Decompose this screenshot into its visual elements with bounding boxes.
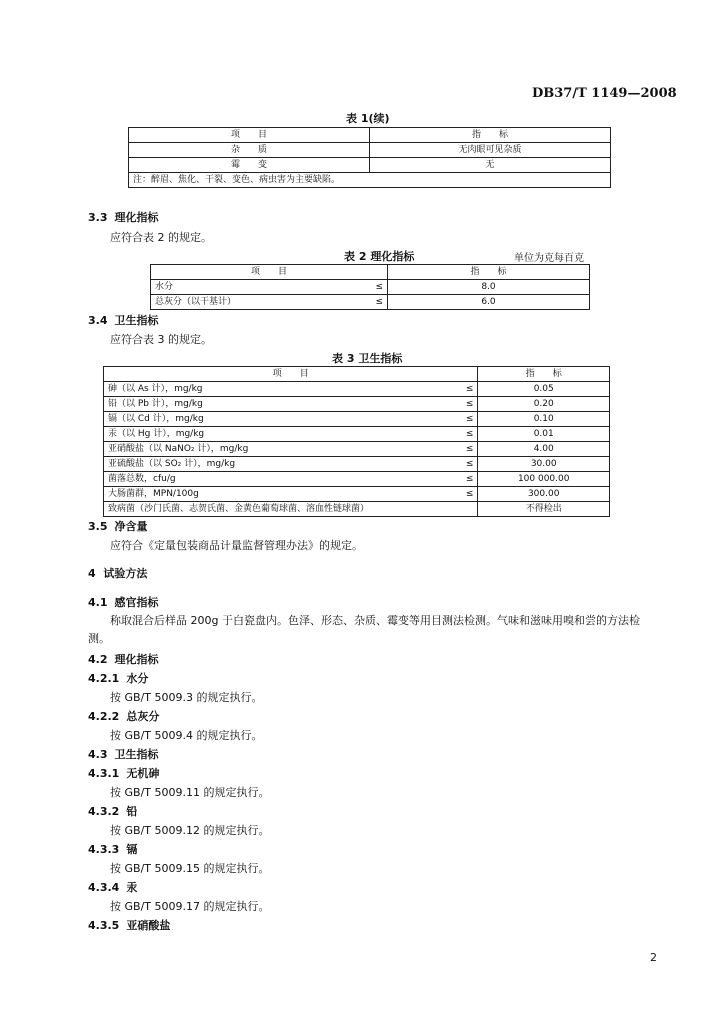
table-row: [104, 457, 610, 472]
section-text: 按 GB/T 5009.11 的规定执行。: [110, 786, 270, 799]
table-cell-operator: ≤: [438, 487, 478, 502]
table-cell: 菌落总数，cfu/g: [104, 472, 438, 487]
section-heading: [88, 209, 159, 225]
table-cell: 6.0: [388, 295, 590, 310]
table-cell: 无肉眼可见杂质: [370, 143, 611, 158]
table-header-cell: 项 目: [104, 367, 478, 382]
table-header-row: [151, 265, 590, 280]
table-cell-operator: ≤: [330, 295, 387, 310]
table-cell: 0.01: [478, 427, 610, 442]
table-row: [129, 158, 611, 173]
section-title: 理化指标: [114, 211, 159, 224]
standard-code: DB37/T 1149—2008: [532, 86, 677, 101]
table-cell-operator: ≤: [438, 442, 478, 457]
table3-caption: 表 3 卫生指标: [332, 352, 403, 365]
section-number: 4.3.5: [88, 919, 120, 932]
section-title: 试验方法: [103, 567, 148, 580]
table-header-cell: 项 目: [151, 265, 388, 280]
section-heading: [88, 746, 159, 762]
section-heading: [88, 765, 159, 781]
section-title: 总灰分: [126, 710, 160, 723]
section-title: 汞: [126, 881, 138, 894]
section-text: 按 GB/T 5009.12 的规定执行。: [110, 824, 270, 837]
section-number: 4.3.3: [88, 843, 120, 856]
section-number: 4.1: [88, 596, 108, 609]
table-cell: 水分: [151, 280, 331, 295]
table3: [103, 366, 610, 517]
table-cell: 8.0: [388, 280, 590, 295]
table-cell: 铅（以 Pb 计），mg/kg: [104, 397, 438, 412]
table-note-row: [129, 173, 611, 188]
table-header-cell: 指 标: [370, 128, 611, 143]
section-number: 4.3: [88, 748, 108, 761]
table-cell-operator: ≤: [438, 457, 478, 472]
section-number: 3.3: [88, 211, 108, 224]
section-title: 铅: [126, 805, 138, 818]
table-row: [129, 143, 611, 158]
section-text: 按 GB/T 5009.3 的规定执行。: [110, 691, 263, 704]
table-cell-operator: ≤: [438, 397, 478, 412]
table-cell: 300.00: [478, 487, 610, 502]
table-cell: 霉 变: [129, 158, 370, 173]
table-cell: 4.00: [478, 442, 610, 457]
section-heading: [88, 518, 148, 534]
table-cell: 致病菌（沙门氏菌、志贺氏菌、金黄色葡萄球菌、溶血性链球菌）: [104, 502, 438, 517]
table-row: [104, 487, 610, 502]
table1-caption: 表 1(续): [346, 112, 390, 125]
section-heading: [88, 312, 159, 328]
table-cell: 大肠菌群，MPN/100g: [104, 487, 438, 502]
table-cell: 无: [370, 158, 611, 173]
table-row: [104, 412, 610, 427]
table-row: [104, 442, 610, 457]
section-number: 4: [88, 567, 96, 580]
table-header-cell: 指 标: [388, 265, 590, 280]
section-title: 净含量: [114, 520, 148, 533]
table-cell: 汞（以 Hg 计），mg/kg: [104, 427, 438, 442]
section-text: 应符合表 3 的规定。: [110, 333, 212, 346]
table-cell: 亚硫酸盐（以 SO₂ 计），mg/kg: [104, 457, 438, 472]
section-text: 按 GB/T 5009.17 的规定执行。: [110, 900, 270, 913]
section-title: 亚硝酸盐: [126, 919, 171, 932]
section-title: 卫生指标: [114, 748, 159, 761]
table-cell: 0.05: [478, 382, 610, 397]
section-number: 3.4: [88, 314, 108, 327]
table-cell: 砷（以 As 计），mg/kg: [104, 382, 438, 397]
table-row: [151, 295, 590, 310]
table2-caption: 表 2 理化指标: [344, 250, 415, 263]
section-text: 按 GB/T 5009.15 的规定执行。: [110, 862, 270, 875]
section-heading: [88, 594, 159, 610]
section-number: 4.2.2: [88, 710, 120, 723]
table-header-cell: 项 目: [129, 128, 370, 143]
table-cell-operator: [438, 502, 478, 517]
section-title: 无机砷: [126, 767, 160, 780]
section-title: 感官指标: [114, 596, 159, 609]
table1: [128, 127, 611, 188]
section-number: 4.3.2: [88, 805, 120, 818]
section-text: 应符合表 2 的规定。: [110, 231, 212, 244]
table-cell: 不得检出: [478, 502, 610, 517]
section-heading: [88, 651, 159, 667]
table-row: [104, 397, 610, 412]
section-number: 4.2: [88, 653, 108, 666]
table2-unit: 单位为克每百克: [514, 253, 584, 264]
table-note: 注：醉眉、焦化、干裂、变色、病虫害为主要缺陷。: [129, 173, 611, 188]
table-row: [104, 472, 610, 487]
table-cell: 0.10: [478, 412, 610, 427]
table2: [150, 264, 590, 310]
section-heading: [88, 841, 137, 857]
table-header-row: [129, 128, 611, 143]
table-cell: 100 000.00: [478, 472, 610, 487]
table-cell-operator: ≤: [438, 382, 478, 397]
section-title: 水分: [126, 672, 149, 685]
table-cell: 亚硝酸盐（以 NaNO₂ 计），mg/kg: [104, 442, 438, 457]
table-row: [104, 427, 610, 442]
table-cell: 30.00: [478, 457, 610, 472]
table-cell: 镉（以 Cd 计），mg/kg: [104, 412, 438, 427]
table-cell-operator: ≤: [438, 472, 478, 487]
section-text: 按 GB/T 5009.4 的规定执行。: [110, 729, 263, 742]
section-paragraph: 称取混合后样品 200g 于白瓷盘内。色泽、形态、杂质、霉变等用目测法检测。气味和滋味用嗅和尝的方法检测。: [88, 614, 640, 645]
section-number: 4.3.1: [88, 767, 120, 780]
section-heading: [88, 708, 159, 724]
table-header-cell: 指 标: [478, 367, 610, 382]
table-header-row: [104, 367, 610, 382]
section-title: 镉: [126, 843, 138, 856]
page-number: 2: [650, 951, 657, 964]
table-cell: 总灰分（以干基计）: [151, 295, 331, 310]
section-title: 卫生指标: [114, 314, 159, 327]
section-number: 4.2.1: [88, 672, 120, 685]
table-row: [104, 502, 610, 517]
table-cell-operator: ≤: [438, 412, 478, 427]
table-cell: 0.20: [478, 397, 610, 412]
section-heading: [88, 670, 148, 686]
section-heading: [88, 879, 137, 895]
section-number: 4.3.4: [88, 881, 120, 894]
section-number: 3.5: [88, 520, 108, 533]
table-cell-operator: ≤: [438, 427, 478, 442]
chapter-heading: [88, 565, 147, 581]
table-row: [104, 382, 610, 397]
section-heading: [88, 917, 170, 933]
table-row: [151, 280, 590, 295]
table-cell: 杂 质: [129, 143, 370, 158]
section-text: 应符合《定量包装商品计量监督管理办法》的规定。: [110, 539, 363, 552]
section-heading: [88, 803, 137, 819]
table-cell-operator: ≤: [330, 280, 387, 295]
section-title: 理化指标: [114, 653, 159, 666]
